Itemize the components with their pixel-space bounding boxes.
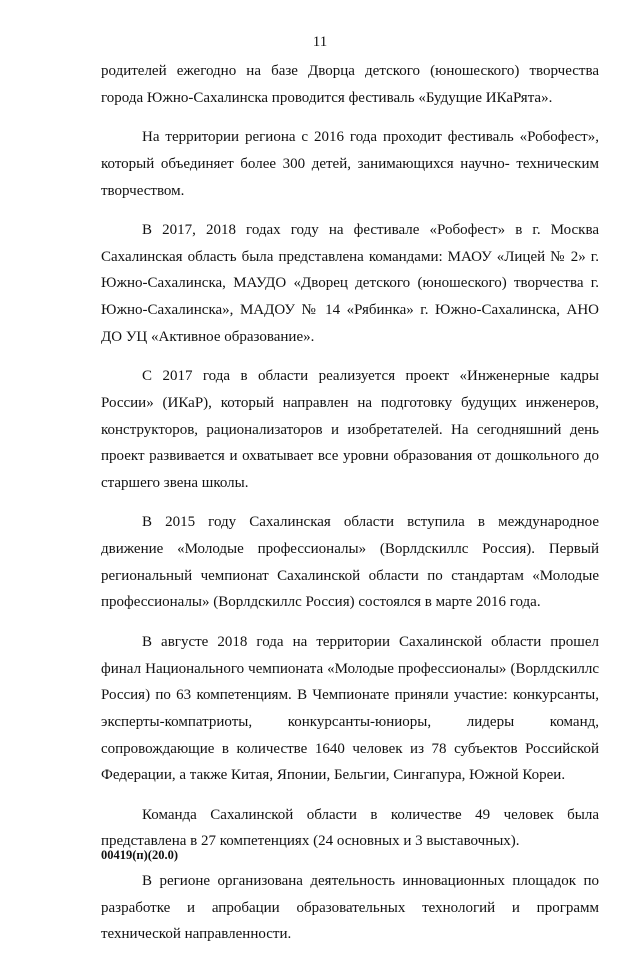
paragraph-robofest: На территории региона с 2016 года проходит фестиваль «Робофест», который объединяет более 300 детей, занимающихся научно- техническим творчеством. [101,129,599,199]
paragraph-robofest-teams: В 2017, 2018 годах году на фестивале «Робофест» в г. Москва Сахалинская область была представлена командами: МАОУ «Лицей № 2» г. Южно-Сахалинска, МАУДО «Дворец детского (юношеского) творчества г. Южно-Сахалинска», МАДОУ № 14 «Рябинка» г. Южно-Сахалинска, АНО ДО УЦ «Активное образование». [101,221,599,345]
paragraph-continuation: родителей ежегодно на базе Дворца детского (юношеского) творчества города Южно-Сахалинска проводится фестиваль «Будущие ИКаРята». [101,63,599,106]
document-code: 00419(п)(20.0) [101,848,178,862]
paragraph-worldskills-2015: В 2015 году Сахалинская области вступила в международное движение «Молодые профессионалы» (Ворлдскиллс Россия). Первый региональный чемпионат Сахалинской области по стандартам «Молодые профессионалы» (Ворлдскиллс Россия) состоялся в марте 2016 года. [101,514,599,611]
document-body [101,58,599,961]
page-number: 11 [312,34,328,50]
paragraph-worldskills-final-2018: В августе 2018 года на территории Сахалинской области прошел финал Национального чемпионата «Молодые профессионалы» (Ворлдскиллс Россия) по 63 компетенциям. В Чемпионате приняли участие: конкурсанты, эксперты-компатриоты, конкурсанты-юниоры, лидеры команд, сопровождающие в количестве 1640 человек из 78 субъектов Российской Федерации, а также Китая, Японии, Бельгии, Сингапура, Южной Кореи. [101,633,599,784]
paragraph-team-sakhalin: Команда Сахалинской области в количестве 49 человек была представлена в 27 компетенциях (24 основных и 3 выставочных). [101,806,599,850]
paragraph-innovation-sites: В регионе организована деятельность инновационных площадок по разработке и апробации образовательных технологий и программ технической направленности. [101,872,599,943]
paragraph-ikar-project: С 2017 года в области реализуется проект «Инженерные кадры России» (ИКаР), который направлен на подготовку будущих инженеров, конструкторов, рационализаторов и изобретателей. На сегодняшний день проект развивается и охватывает все уровни образования от дошкольного до старшего звена школы. [101,368,599,491]
